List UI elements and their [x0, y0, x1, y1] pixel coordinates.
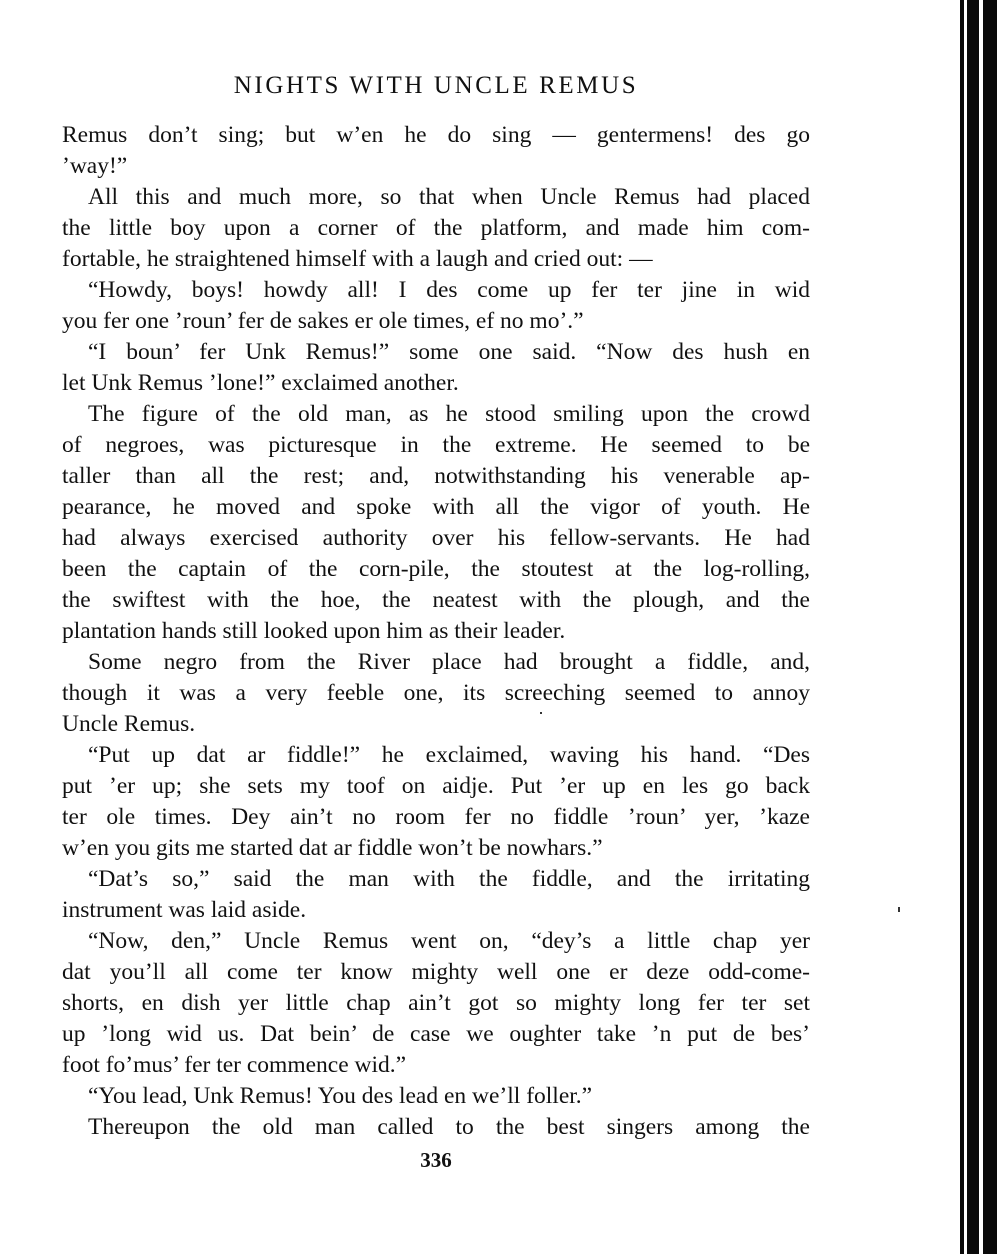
binding-shadow-band: [983, 0, 997, 1254]
text-line: ’way!”: [62, 153, 128, 179]
text-line: though it was a very feeble one, its screeching seemed to annoy: [62, 680, 810, 706]
text-line: “Now, den,” Uncle Remus went on, “dey’s a little chap yer: [88, 928, 810, 954]
text-line: “You lead, Unk Remus! You des lead en we’ll foller.”: [88, 1083, 593, 1109]
text-line: “Dat’s so,” said the man with the fiddle, and the irritating: [88, 866, 810, 892]
text-line: up ’long wid us. Dat bein’ de case we oughter take ’n put de bes’: [62, 1021, 810, 1047]
text-line: put ’er up; she sets my toof on aidje. Put ’er up en les go back: [62, 773, 810, 799]
text-line: dat you’ll all come ter know mighty well one er deze odd-come-: [62, 959, 810, 985]
ink-speck: [540, 712, 542, 714]
text-line: let Unk Remus ’lone!” exclaimed another.: [62, 370, 459, 396]
text-line: Some negro from the River place had brought a fiddle, and,: [88, 649, 810, 675]
text-line: the swiftest with the hoe, the neatest with the plough, and the: [62, 587, 810, 613]
text-line: the little boy upon a corner of the platform, and made him com-: [62, 215, 810, 241]
text-line: The figure of the old man, as he stood smiling upon the crowd: [88, 401, 810, 427]
body-text: [62, 120, 810, 1143]
text-line: plantation hands still looked upon him as their leader.: [62, 618, 566, 644]
text-line: taller than all the rest; and, notwithstanding his venerable ap-: [62, 463, 810, 489]
binding-shadow-band: [967, 0, 979, 1254]
text-line: of negroes, was picturesque in the extreme. He seemed to be: [62, 432, 810, 458]
text-line: had always exercised authority over his fellow-servants. He had: [62, 525, 810, 551]
text-line: Thereupon the old man called to the best singers among the: [88, 1114, 810, 1140]
text-line: w’en you gits me started dat ar fiddle won’t be nowhars.”: [62, 835, 603, 861]
text-line: fortable, he straightened himself with a laugh and cried out: —: [62, 246, 653, 272]
text-line: foot fo’mus’ fer ter commence wid.”: [62, 1052, 407, 1078]
text-line: “Howdy, boys! howdy all! I des come up fer ter jine in wid: [88, 277, 810, 303]
text-line: All this and much more, so that when Uncle Remus had placed: [88, 184, 810, 210]
text-line: been the captain of the corn-pile, the stoutest at the log-rolling,: [62, 556, 810, 582]
binding-edge: [954, 0, 1000, 1254]
text-line: “Put up dat ar fiddle!” he exclaimed, waving his hand. “Des: [88, 742, 810, 768]
text-line: shorts, en dish yer little chap ain’t got so mighty long fer ter set: [62, 990, 810, 1016]
text-line: you fer one ’roun’ fer de sakes er ole times, ef no mo’.”: [62, 308, 584, 334]
text-line: Remus don’t sing; but w’en he do sing — gentermens! des go: [62, 122, 810, 148]
text-line: ter ole times. Dey ain’t no room fer no fiddle ’roun’ yer, ’kaze: [62, 804, 810, 830]
text-line: “I boun’ fer Unk Remus!” some one said. “Now des hush en: [88, 339, 810, 365]
text-line: Uncle Remus.: [62, 711, 196, 737]
text-line: pearance, he moved and spoke with all the vigor of youth. He: [62, 494, 810, 520]
text-line: instrument was laid aside.: [62, 897, 307, 923]
page-number: 336: [420, 1148, 452, 1172]
running-head: NIGHTS WITH UNCLE REMUS: [233, 72, 639, 99]
binding-shadow-band: [960, 0, 964, 1254]
ink-speck: [898, 907, 900, 912]
